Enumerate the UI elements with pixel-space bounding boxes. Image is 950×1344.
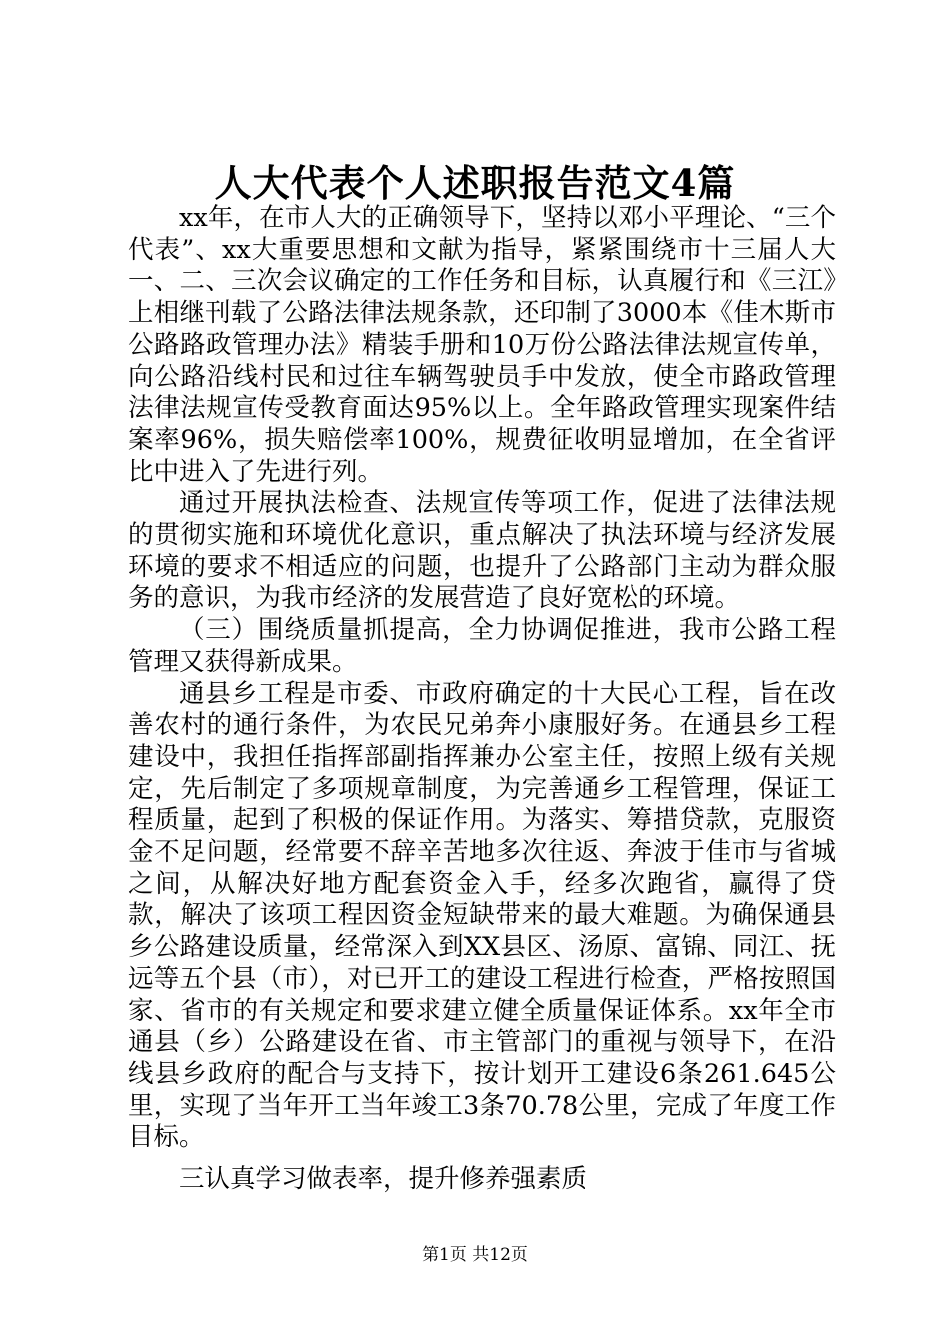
paragraph-intro: xx年，在市人大的正确领导下，坚持以邓小平理论、“三个代表”、xx大重要思想和文献为指导，紧紧围绕市十三届人大一、二、三次会议确定的工作任务和目标，认真履行和《三江》上相继刊载了公路法律法规条款，还印制了3000本《佳木斯市公路路政管理办法》精装手册和10万份公路法律法规宣传单，向公路沿线村民和过往车辆驾驶员手中发放，使全市路政管理法律法规宣传受教育面达95%以上。全年路政管理实现案件结案率96%，损失赔偿率100%，规费征收明显增加，在全省评比中进入了先进行列。: [128, 203, 836, 487]
document-body: [128, 203, 836, 1196]
paragraph-law-enforcement: 通过开展执法检查、法规宣传等项工作，促进了法律法规的贯彻实施和环境优化意识，重点解决了执法环境与经济发展环境的要求不相适应的问题，也提升了公路部门主动为群众服务的意识，为我市经济的发展营造了良好宽松的环境。: [128, 488, 836, 614]
document-title: 人大代表个人述职报告范文4篇: [214, 161, 736, 205]
paragraph-section-three: 三认真学习做表率，提升修养强素质: [179, 1164, 588, 1195]
paragraph-county-road-project: 通县乡工程是市委、市政府确定的十大民心工程，旨在改善农村的通行条件，为农民兄弟奔小康服好务。在通县乡工程建设中，我担任指挥部副指挥兼办公室主任，按照上级有关规定，先后制定了多项规章制度，为完善通乡工程管理，保证工程质量，起到了积极的保证作用。为落实、筹措贷款，克服资金不足问题，经常要不辞辛苦地多次往返、奔波于佳市与省城之间，从解决好地方配套资金入手，经多次跑省，赢得了贷款，解决了该项工程因资金短缺带来的最大难题。为确保通县乡公路建设质量，经常深入到XX县区、汤原、富锦、同江、抚远等五个县（市），对已开工的建设工程进行检查，严格按照国家、省市的有关规定和要求建立健全质量保证体系。xx年全市通县（乡）公路建设在省、市主管部门的重视与领导下，在沿线县乡政府的配合与支持下，按计划开工建设6条261.645公里，实现了当年开工当年竣工3条70.78公里，完成了年度工作目标。: [128, 678, 836, 1153]
page-number-footer: 第1页 共12页: [422, 1245, 528, 1265]
paragraph-section-heading: （三）围绕质量抓提高，全力协调促推进，我市公路工程管理又获得新成果。: [128, 615, 836, 677]
